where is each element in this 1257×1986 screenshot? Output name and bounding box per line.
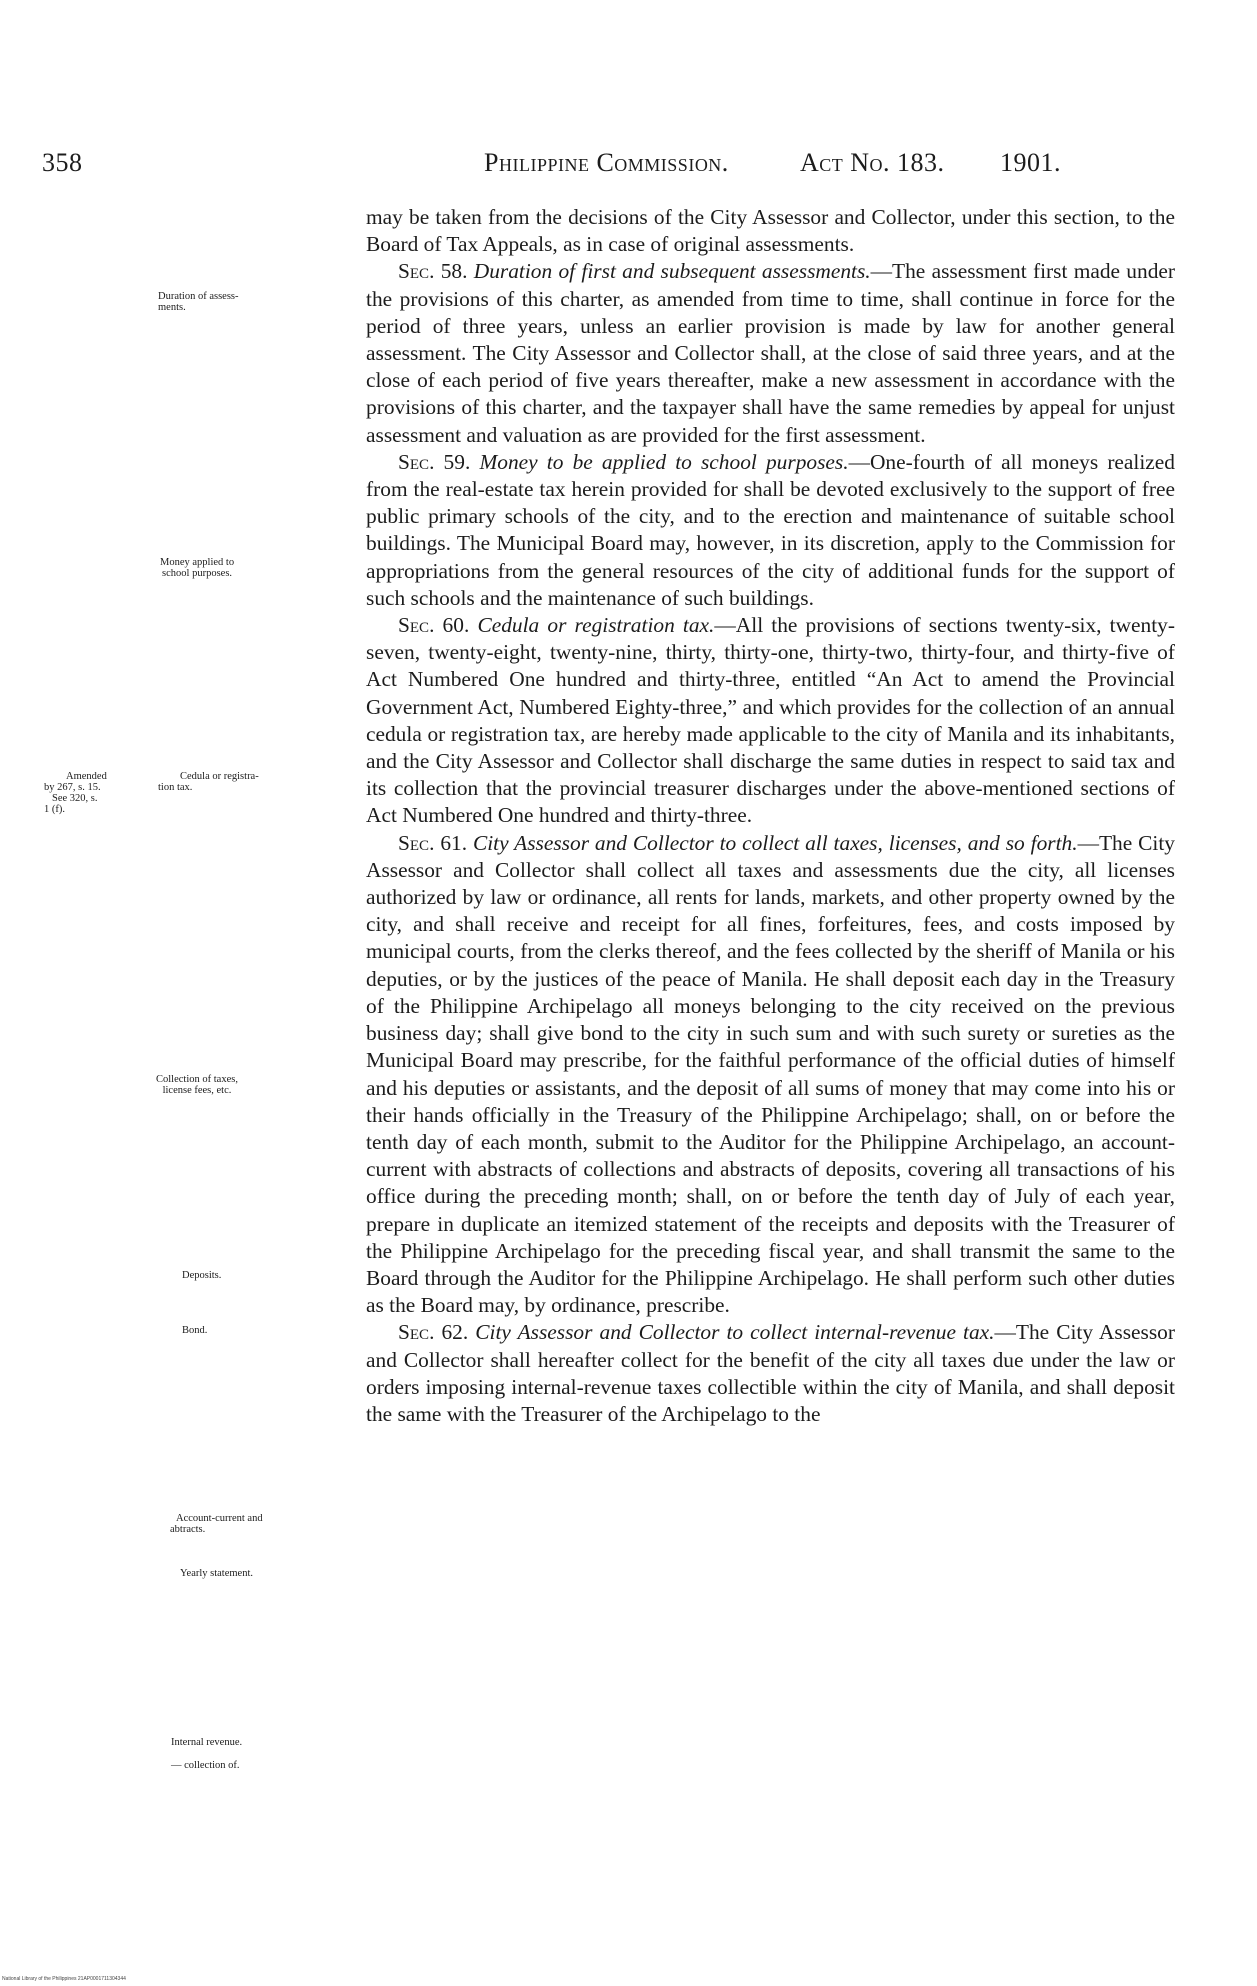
margin-note-internal-revenue: Internal revenue. — collection of. [171,1737,243,1771]
section-title: Money to be applied to school purposes. [479,449,849,474]
margin-note-money: Money applied to school purposes. [160,557,235,579]
section-title: City Assessor and Collector to collect internal-revenue tax. [475,1320,995,1345]
margin-note-deposits: Deposits. [182,1270,222,1281]
margin-note-account-current: Account-current and abtracts. [170,1513,263,1535]
section-text: —The assessment first made under the provisions of this charter, as amended from time to time, shall continue in force for the period of three years, unless an earlier provision is made by law for another general assessment. The City Assessor and Collector shall, at the close of said three years, and at the close of each period of five years thereafter, make a new assessment in accordance with the provisions of this charter, and the taxpayer shall have the same remedies by appeal for unjust assessment and valuation as are provided for the first assessment. [366,259,1176,447]
section-59 [366,449,1175,612]
running-header-act: Act No. 183. [800,148,945,177]
margin-note-collection: Collection of taxes, license fees, etc. [156,1074,238,1096]
section-text: —The City Assessor and Collector shall collect all taxes and assessments due the city, all licenses authorized by law or ordinance, all rents for lands, markets, and other property owned by the city, and shall receive and receipt for all fines, forfeitures, fees, and costs imposed by municipal courts, from the clerks thereof, and the fees collected by the sheriff of Manila or his deputies, or by the justices of the peace of Manila. He shall deposit each day in the Treasury of the Philippine Archipelago all moneys belonging to the city received on the previous business day; shall give bond to the city in such sum and with such surety or sureties as the Municipal Board may prescribe, for the faithful performance of the official duties of himself and his deputies or assistants, and the deposit of all sums of money that may come into his or their hands officially in the Treasury of the Philippine Archipelago; shall, on or before the tenth day of each month, submit to the Auditor for the Philippine Archipelago, an account-current with abstracts of collections and abstracts of deposits, covering all transactions of his office during the preceding month; shall, on or before the tenth day of July of each year, prepare in duplicate an itemized statement of the receipts and deposits with the Treasurer of the Philippine Archipelago for the preceding fiscal year, and shall transmit the same to the Board through the Auditor for the Philippine Archipelago. He shall perform such other duties as the Board may, by ordinance, prescribe. [366,830,1175,1318]
section-number: Sec. 61. [398,830,468,855]
margin-note-duration: Duration of assess- ments. [158,291,239,313]
section-title: City Assessor and Collector to collect all taxes, licenses, and so forth. [472,830,1078,855]
body-text [366,204,1175,1428]
section-62 [366,1319,1175,1428]
section-60 [366,612,1175,830]
section-text: —The City Assessor and Collector shall hereafter collect for the benefit of the city all taxes due under the law or orders imposing internal-revenue taxes collectible within the city of Manila, and shall deposit the same with the Treasurer of the Archipelago to the [366,1320,1175,1426]
scan-footer: National Library of the Philippines 21AP0001711304344 [2,1976,126,1982]
section-title: Cedula or registration tax. [477,613,715,638]
section-number: Sec. 62. [398,1320,469,1345]
section-58 [366,258,1175,448]
section-number: Sec. 60. [398,613,470,638]
section-text: —All the provisions of sections twenty-six, twenty-seven, twenty-eight, twenty-nine, thirty, thirty-one, thirty-two, thirty-four, and thirty-five of Act Numbered One hundred and thirty-three, entitled “An Act to amend the Provincial Government Act, Numbered Eighty-three,” and which provides for the collection of an annual cedula or registration tax, are hereby made applicable to the city of Manila and its inhabitants, and the City Assessor and Collector shall discharge the same duties in respect to said tax and its collection that the provincial treasurer discharges under the above-mentioned sections of Act Numbered One hundred and thirty-three. [366,613,1175,828]
running-header-year: 1901. [1000,148,1061,177]
margin-note-amended: Amended by 267, s. 15. See 320, s. 1 (f). [44,771,107,815]
section-number: Sec. 59. [398,449,471,474]
margin-note-yearly-statement: Yearly statement. [180,1568,254,1579]
section-text: —One-fourth of all moneys realized from the real-estate tax herein provided for shall be devoted exclusively to the support of free public primary schools of the city, and to the erection and maintenance of suitable school buildings. The Municipal Board may, however, in its discretion, apply to the Commission for appropriations from the general resources of the city of additional funds for the support of such schools and the maintenance of such buildings. [366,449,1175,610]
running-header-publication: Philippine Commission. [484,148,729,177]
margin-note-bond: Bond. [182,1325,208,1336]
paragraph-continuation: may be taken from the decisions of the City Assessor and Collector, under this section, to the Board of Tax Appeals, as in case of original assessments. [366,205,1175,257]
section-number: Sec. 58. [398,259,468,284]
section-title: Duration of first and subsequent assessments. [473,259,871,284]
section-61 [366,830,1175,1320]
page-number: 358 [42,148,83,177]
margin-note-cedula: Cedula or registra- tion tax. [158,771,259,793]
